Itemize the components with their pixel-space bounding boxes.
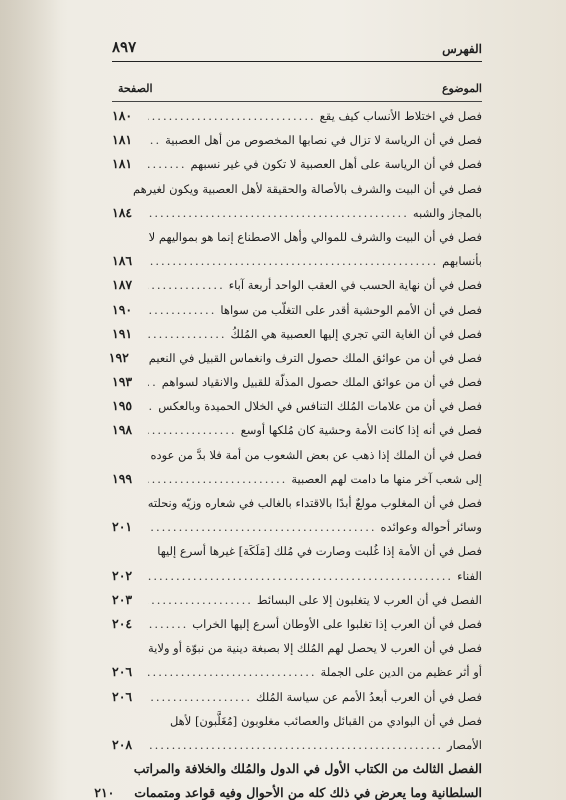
- toc-entry-title: فصل في أن الملك إذا ذهب عن بعض الشعوب من أمة فلا بدَّ من عوده: [150, 447, 482, 462]
- toc-entry: [112, 370, 482, 394]
- toc-entry-page: ١٨٧: [112, 277, 133, 293]
- column-rule: [112, 101, 482, 102]
- toc-entry-page: ١٩١: [112, 325, 133, 341]
- toc-entry: [112, 564, 482, 588]
- dot-leader: [148, 467, 287, 491]
- toc-entry: [112, 443, 482, 467]
- dot-leader: [148, 685, 252, 709]
- toc-entry: [112, 201, 482, 225]
- toc-entry: [112, 709, 482, 733]
- toc-entry: [112, 273, 482, 297]
- header-rule: [112, 61, 482, 62]
- toc-entry: [112, 733, 482, 757]
- toc-entry-page: ٢١٠: [94, 785, 115, 800]
- toc-entry: [112, 152, 482, 176]
- toc-entry-page: ١٨١: [112, 156, 133, 172]
- toc-entry: [112, 467, 482, 491]
- toc-entry-page: ٢٠٣: [112, 591, 133, 607]
- running-title: الفهرس: [442, 42, 482, 56]
- dot-leader: [148, 104, 316, 128]
- toc-entry-title: فصل في أن من عوائق الملك حصول المذلّة للقبيل والانقياد لسواهم: [161, 375, 482, 390]
- toc-entry-title: السلطانية وما يعرض في ذلك كله من الأحوال وفيه قواعد ومتممات: [134, 785, 482, 800]
- toc-entry-title: فصل في أن الأمم الوحشية أقدر على التغلّب من سواها: [220, 302, 482, 317]
- toc-entry-title: الأمصار: [447, 737, 482, 752]
- toc-entry-page: ١٩٩: [112, 470, 133, 486]
- dot-leader: [148, 418, 237, 442]
- binding-shadow: [0, 0, 60, 800]
- toc-entry: [112, 177, 482, 201]
- toc-entry: [112, 660, 482, 684]
- dot-leader: [148, 128, 161, 152]
- toc-entry: [112, 104, 482, 128]
- toc-entry-title: فصل في أن من علامات المُلك التنافس في الخلال الحميدة وبالعكس: [158, 399, 482, 414]
- column-heading-page: الصفحة: [118, 82, 153, 95]
- toc-entry-title: فصل في أن البوادي من القبائل والعصائب مغلوبون [مُغَلَّبون] لأهل: [169, 713, 482, 728]
- toc-entry-title: فصل في أن العرب لا يحصل لهم المُلك إلا بصبغة دينية من نبوّة أو ولاية: [148, 641, 482, 656]
- toc-entry-title: فصل في أن البيت والشرف للموالي وأهل الاصطناع إنما هو بمواليهم لا: [148, 229, 482, 244]
- toc-entry-page: ١٨٠: [112, 108, 133, 123]
- toc-entry: [112, 515, 482, 539]
- toc-entry-page: ٢٠٦: [112, 688, 133, 704]
- toc-entry-title: فصل في أن الغاية التي تجري إليها العصبية هي المُلكُ: [230, 326, 482, 341]
- toc-entry-title: فصل في أن من عوائق الملك حصول الترف وانغماس القبيل في النعيم: [148, 350, 482, 365]
- toc-entry: [112, 128, 482, 152]
- toc-entry-title: بأنسابهم: [442, 254, 482, 269]
- toc-entry: [112, 225, 482, 249]
- dot-leader: [148, 201, 409, 225]
- toc-entry: [112, 249, 482, 273]
- toc-entry-title: أو أثر عظيم من الدين على الجملة: [320, 665, 482, 680]
- toc-entry-page: ١٩٠: [112, 301, 133, 317]
- dot-leader: [148, 660, 317, 684]
- toc-entry: [112, 539, 482, 563]
- toc-entry-title: فصل في أن البيت والشرف بالأصالة والحقيقة لأهل العصبية ويكون لغيرهم: [132, 181, 482, 196]
- toc-entry-title: فصل في أنه إذا كانت الأمة وحشية كان مُلكها أوسع: [240, 423, 482, 438]
- toc-entry: [108, 346, 482, 370]
- dot-leader: [148, 612, 188, 636]
- dot-leader: [148, 152, 186, 176]
- toc-entry-title: فصل في أن المغلوب مولعٌ أبدًا بالاقتداء بالغالب في شعاره وزيّه ونحلته: [147, 496, 482, 510]
- toc-entry-page: ١٩٨: [112, 422, 133, 438]
- toc-entry-title: الفناء: [457, 568, 482, 583]
- toc-entry-title: إلى شعب آخر منها ما دامت لهم العصبية: [291, 471, 482, 486]
- running-header: [112, 38, 482, 56]
- dot-leader: [148, 588, 253, 612]
- dot-leader: [148, 394, 154, 418]
- column-headings: [118, 82, 482, 95]
- toc-entry: [112, 685, 482, 709]
- dot-leader: [148, 564, 453, 588]
- toc-entry-page: ١٩٢: [108, 349, 129, 365]
- toc-entry: [112, 491, 482, 515]
- dot-leader: [148, 515, 377, 539]
- toc-entry-page: ١٨١: [112, 132, 133, 148]
- toc-entry: [112, 322, 482, 346]
- toc-entry-page: ٢٠٤: [112, 615, 133, 631]
- toc-entry: [112, 298, 482, 322]
- page-number: ٨٩٧: [112, 38, 137, 56]
- toc-entry: [112, 612, 482, 636]
- toc-entry-title: فصل في أن الأمة إذا غُلبت وصارت في مُلك [مَلَكَة] غيرها أسرع إليها: [157, 544, 482, 559]
- column-heading-topic: الموضوع: [441, 82, 482, 95]
- dot-leader: [148, 322, 227, 346]
- dot-leader: [148, 733, 443, 757]
- toc-entry-page: ١٩٥: [112, 398, 133, 414]
- dot-leader: [148, 273, 225, 297]
- toc-entry-title: بالمجاز والشبه: [412, 205, 482, 220]
- dot-leader: [148, 249, 438, 273]
- dot-leader: [148, 370, 158, 394]
- toc-entry: [112, 394, 482, 418]
- toc-entry-title: الفصل في أن العرب لا يتغلبون إلا على البسائط: [256, 592, 482, 607]
- toc-entry-page: ٢٠٦: [112, 664, 133, 680]
- toc-entry-title: فصل في أن الرياسة لا تزال في نصابها المخصوص من أهل العصبية: [165, 133, 482, 148]
- toc-entry: [94, 781, 482, 800]
- toc-entry-title: الفصل الثالث من الكتاب الأول في الدول والمُلك والخلافة والمراتب: [133, 761, 482, 777]
- dot-leader: [148, 298, 216, 322]
- toc-entry-title: وسائر أحواله وعوائده: [380, 520, 482, 535]
- toc-list: [94, 104, 482, 800]
- toc-entry-title: فصل في أن العرب إذا تغلبوا على الأوطان أسرع إليها الخراب: [192, 616, 482, 631]
- toc-entry-page: ٢٠٢: [112, 567, 133, 583]
- toc-entry: [112, 418, 482, 442]
- toc-entry-title: فصل في أن الرياسة على أهل العصبية لا تكون في غير نسبهم: [190, 157, 482, 172]
- toc-entry-page: ٢٠٨: [112, 736, 133, 752]
- toc-entry: [112, 636, 482, 660]
- toc-entry-title: فصل في اختلاط الأنساب كيف يقع: [319, 109, 482, 123]
- toc-entry-page: ٢٠١: [112, 519, 133, 535]
- toc-entry-title: فصل في أن نهاية الحسب في العقب الواحد أربعة آباء: [228, 278, 482, 293]
- toc-entry: [112, 588, 482, 612]
- toc-entry: [112, 757, 482, 781]
- toc-entry-page: ١٩٣: [112, 374, 133, 390]
- toc-entry-page: ١٨٤: [112, 204, 133, 220]
- toc-entry-page: ١٨٦: [112, 253, 133, 269]
- toc-entry-title: فصل في أن العرب أبعدُ الأمم عن سياسة المُلك: [256, 689, 482, 704]
